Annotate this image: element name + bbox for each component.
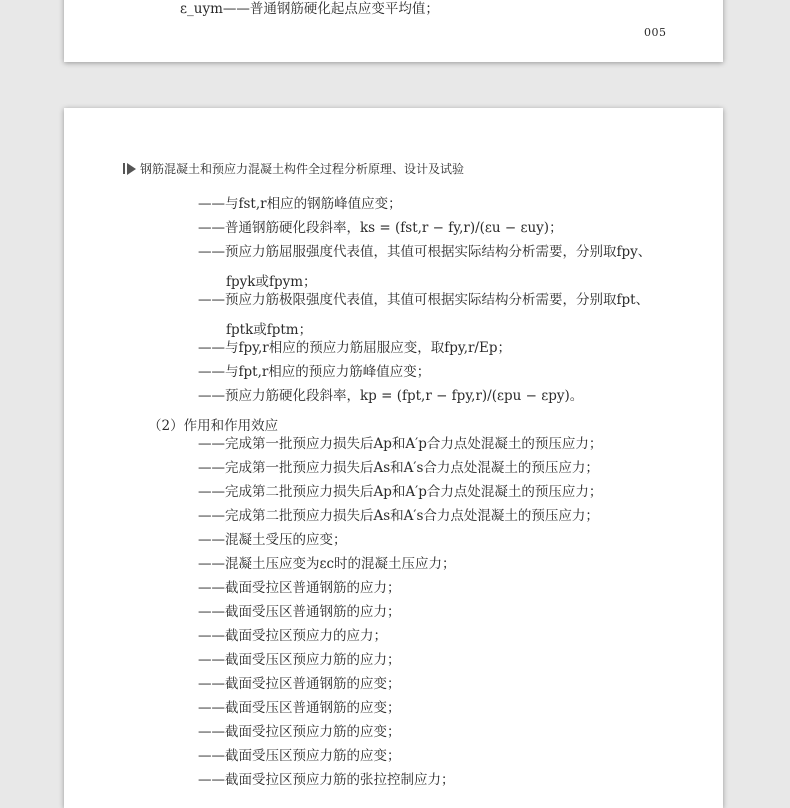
continuation-line: fpyk或fpym；: [226, 274, 317, 290]
definition: ——截面受拉区普通钢筋的应力；: [198, 580, 401, 596]
definition: ——预应力筋极限强度代表值，其值可根据实际结构分析需要，分别取fpt、: [198, 292, 650, 308]
previous-page: [64, 0, 723, 62]
section-heading: （2）作用和作用效应: [148, 418, 279, 434]
running-header: [123, 160, 464, 177]
definition: ——与fpt,r相应的预应力筋峰值应变；: [198, 364, 431, 380]
definition: ——截面受拉区预应力的应力；: [198, 628, 387, 644]
definition: ——截面受压区预应力筋的应变；: [198, 748, 401, 764]
definition: ——截面受压区预应力筋的应力；: [198, 652, 401, 668]
definition: ——截面受拉区普通钢筋的应变；: [198, 676, 401, 692]
page-number: 005: [644, 26, 667, 39]
definition: ——混凝土压应变为εc时的混凝土压应力；: [198, 556, 456, 572]
previous-page-last-line: ε_uym——普通钢筋硬化起点应变平均值；: [180, 1, 439, 17]
definition: ——截面受拉区预应力筋的应变；: [198, 724, 401, 740]
definition: ——完成第二批预应力损失后Ap和A′p合力点处混凝土的预压应力；: [198, 484, 603, 500]
definition: ——与fpy,r相应的预应力筋屈服应变，取fpy,r/Ep；: [198, 340, 511, 356]
definition: ——截面受拉区预应力筋的张拉控制应力；: [198, 772, 455, 788]
definition: ——混凝土受压的应变；: [198, 532, 347, 548]
definition: ——截面受压区普通钢筋的应力；: [198, 604, 401, 620]
definition: ——完成第二批预应力损失后As和A′s合力点处混凝土的预压应力；: [198, 508, 599, 524]
definition: ——完成第一批预应力损失后Ap和A′p合力点处混凝土的预压应力；: [198, 436, 603, 452]
definition: ——预应力筋硬化段斜率，kp = (fpt,r − fpy,r)/(εpu − εpy)。: [198, 388, 584, 404]
definition: ——与fst,r相应的钢筋峰值应变；: [198, 196, 402, 212]
definition: ——完成第一批预应力损失后As和A′s合力点处混凝土的预压应力；: [198, 460, 599, 476]
current-page: [64, 108, 723, 808]
definition: ——预应力筋屈服强度代表值，其值可根据实际结构分析需要，分别取fpy、: [198, 244, 652, 260]
definition: ——截面受压区普通钢筋的应变；: [198, 700, 401, 716]
definition: ——普通钢筋硬化段斜率，ks = (fst,r − fy,r)/(εu − εuy)；: [198, 220, 563, 236]
play-triangle-icon: [123, 163, 136, 175]
continuation-line: fptk或fptm；: [226, 322, 313, 338]
running-header-title: 钢筋混凝土和预应力混凝土构件全过程分析原理、设计及试验: [140, 162, 465, 176]
